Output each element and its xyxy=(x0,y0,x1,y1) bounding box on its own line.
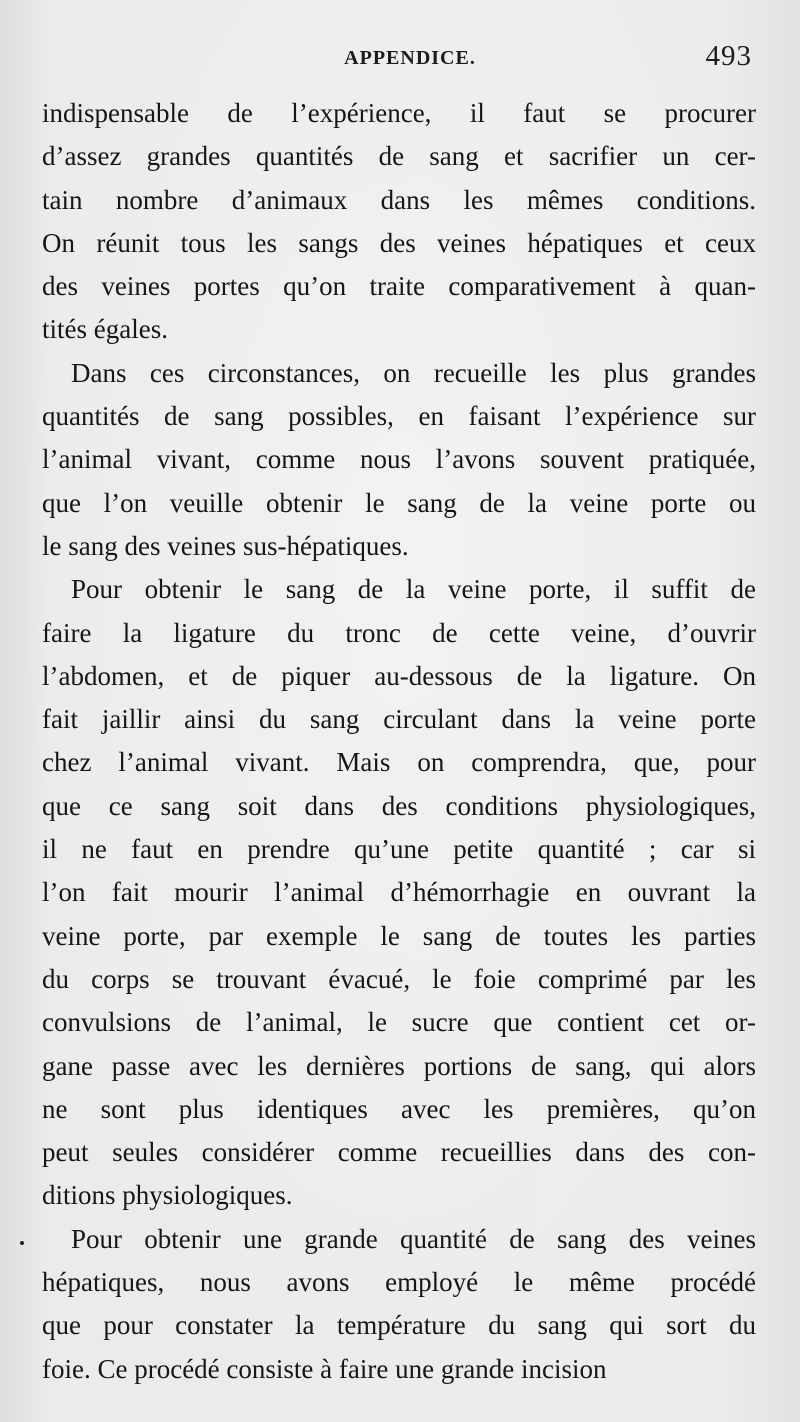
text-line: d’assez grandes quantités de sang et sacrifier un cer- xyxy=(42,141,756,172)
text-line: gane passe avec les dernières portions de sang, qui alors xyxy=(42,1050,756,1081)
text-line: l’on fait mourir l’animal d’hémorrhagie en ouvrant la xyxy=(42,877,756,908)
text-line: il ne faut en prendre qu’une petite quantité ; car si xyxy=(42,834,756,865)
text-line: ditions physiologiques. xyxy=(42,1180,293,1211)
text-line: tités égales. xyxy=(42,314,168,345)
text-line: convulsions de l’animal, le sucre que contient cet or- xyxy=(42,1007,756,1038)
text-line: chez l’animal vivant. Mais on comprendra, que, pour xyxy=(42,747,756,778)
text-line: faire la ligature du tronc de cette veine, d’ouvrir xyxy=(42,617,756,648)
page-number: 493 xyxy=(705,40,752,72)
running-title: APPENDICE. xyxy=(344,47,476,69)
paragraph xyxy=(42,1218,756,1391)
text-line: indispensable de l’expérience, il faut se procurer xyxy=(42,98,756,128)
text-line: Pour obtenir une grande quantité de sang des veines xyxy=(71,1223,756,1254)
text-line: des veines portes qu’on traite comparativement à quan- xyxy=(42,271,756,302)
paragraph xyxy=(42,352,756,568)
text-line: que pour constater la température du sang qui sort du xyxy=(42,1310,756,1341)
text-line: que l’on veuille obtenir le sang de la veine porte ou xyxy=(42,487,756,518)
running-head xyxy=(40,40,752,76)
text-line: tain nombre d’animaux dans les mêmes conditions. xyxy=(42,184,756,215)
text-line: hépatiques, nous avons employé le même procédé xyxy=(42,1267,756,1298)
text-line: On réunit tous les sangs des veines hépatiques et ceux xyxy=(42,227,756,258)
paragraph xyxy=(42,92,756,352)
text-line: Dans ces circonstances, on recueille les plus grandes xyxy=(71,357,756,388)
text-line: ne sont plus identiques avec les premières, qu’on xyxy=(42,1093,756,1124)
text-line: foie. Ce procédé consiste à faire une grande incision xyxy=(42,1353,607,1384)
text-line: le sang des veines sus-hépatiques. xyxy=(42,530,409,561)
paragraph xyxy=(42,568,756,1217)
text-line: veine porte, par exemple le sang de toutes les parties xyxy=(42,920,756,951)
text-line: fait jaillir ainsi du sang circulant dans la veine porte xyxy=(42,704,756,735)
ink-speck xyxy=(20,1241,24,1245)
body-text xyxy=(42,92,756,1391)
text-line: Pour obtenir le sang de la veine porte, il suffit de xyxy=(71,574,756,605)
text-line: l’animal vivant, comme nous l’avons souvent pratiquée, xyxy=(42,444,756,475)
text-line: du corps se trouvant évacué, le foie comprimé par les xyxy=(42,963,756,994)
text-line: l’abdomen, et de piquer au-dessous de la ligature. On xyxy=(42,660,756,691)
text-line: peut seules considérer comme recueillies dans des con- xyxy=(42,1137,756,1168)
text-line: quantités de sang possibles, en faisant l’expérience sur xyxy=(42,401,756,432)
text-line: que ce sang soit dans des conditions physiologiques, xyxy=(42,790,756,821)
